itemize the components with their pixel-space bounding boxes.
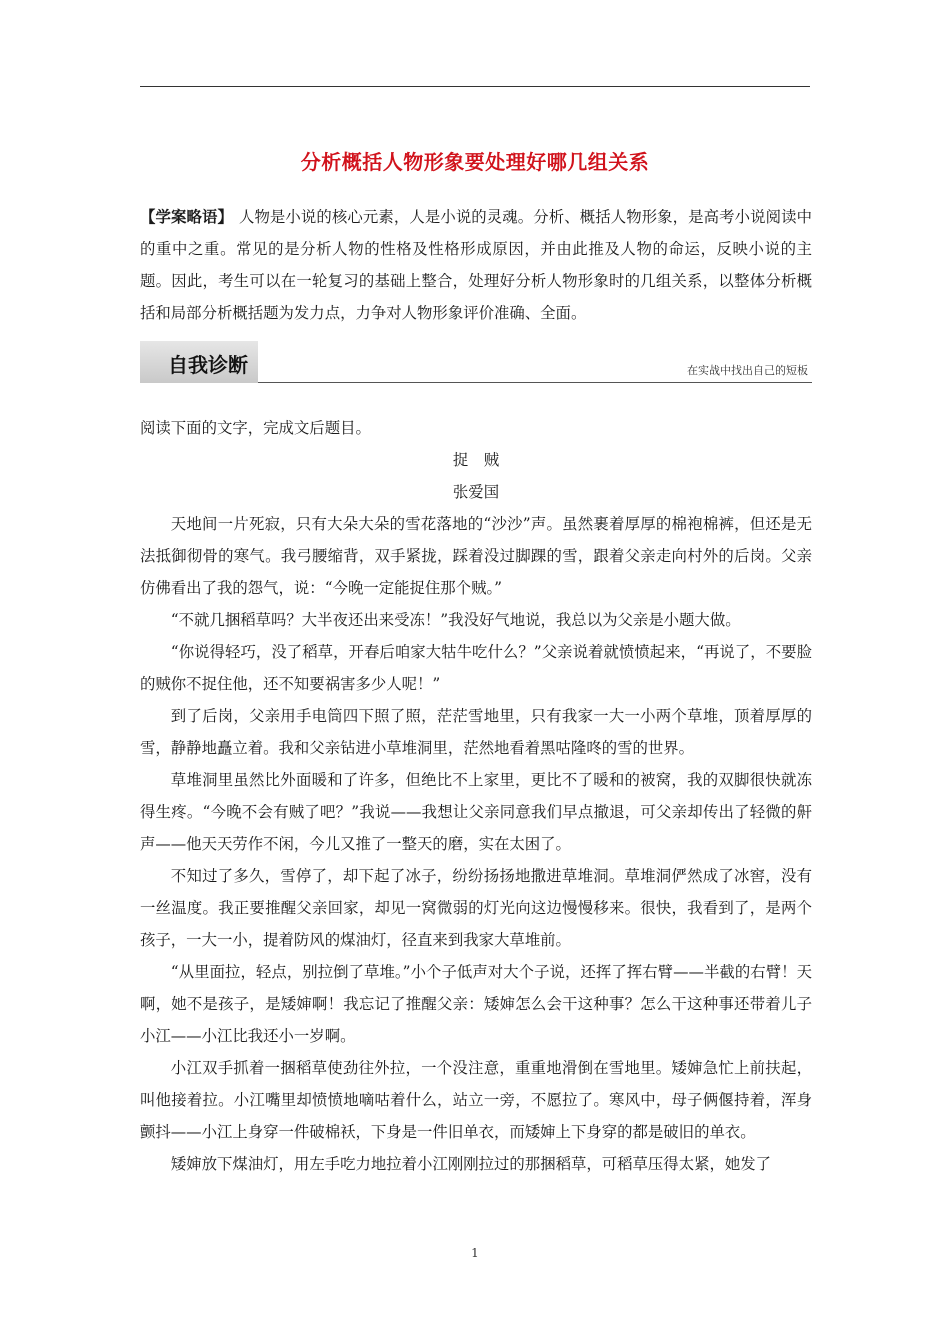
- story-author: 张爱国: [452, 483, 500, 501]
- summary-tag: 【学案略语】: [140, 208, 233, 226]
- header-rule: [140, 86, 810, 87]
- summary-text: 人物是小说的核心元素，人是小说的灵魂。分析、概括人物形象，是高考小说阅读中的重中之重。常见的是分析人物的性格及性格形成原因，并由此推及人物的命运，反映小说的主题。因此，考生可以在一轮复习的基础上整合，处理好分析人物形象时的几组关系，以整体分析概括和局部分析概括题为发力点，力争对人物形象评价准确、全面。: [140, 208, 812, 322]
- paragraph: 到了后岗，父亲用手电筒四下照了照，茫茫雪地里，只有我家一大一小两个草堆，顶着厚厚的雪，静静地矗立着。我和父亲钻进小草堆洞里，茫然地看着黑咕隆咚的雪的世界。: [140, 707, 812, 757]
- paragraph: “从里面拉，轻点，别拉倒了草堆。”小个子低声对大个子说，还挥了挥右臂——半截的右臂！天啊，她不是孩子，是矮婶啊！我忘记了推醒父亲：矮婶怎么会干这种事？怎么干这种事还带着儿子小江——小江比我还小一岁啊。: [140, 963, 812, 1045]
- paragraph: 矮婶放下煤油灯，用左手吃力地拉着小江刚刚拉过的那捆稻草，可稻草压得太紧，她发了: [170, 1155, 772, 1173]
- paragraph: “不就几捆稻草吗？大半夜还出来受冻！”我没好气地说，我总以为父亲是小题大做。: [170, 611, 741, 629]
- paragraph: 草堆洞里虽然比外面暖和了许多，但绝比不上家里，更比不了暖和的被窝，我的双脚很快就冻得生疼。“今晚不会有贼了吧？”我说——我想让父亲同意我们早点撤退，可父亲却传出了轻微的鼾声——他天天劳作不闲，今儿又推了一整天的磨，实在太困了。: [140, 771, 812, 853]
- paragraph: “你说得轻巧，没了稻草，开春后咱家大牯牛吃什么？”父亲说着就愤愤起来，“再说了，不要脸的贼你不捉住他，还不知要祸害多少人呢！”: [140, 643, 812, 693]
- section-label: 自我诊断: [168, 353, 248, 377]
- section-subtitle: 在实战中找出自己的短板: [687, 364, 808, 377]
- page-title: 分析概括人物形象要处理好哪几组关系: [300, 150, 650, 174]
- paragraph: 天地间一片死寂，只有大朵大朵的雪花落地的“沙沙”声。虽然裹着厚厚的棉袍棉裤，但还是无法抵御彻骨的寒气。我弓腰缩背，双手紧拢，踩着没过脚踝的雪，跟着父亲走向村外的后岗。父亲仿佛看出了我的怨气，说：“今晚一定能捉住那个贼。”: [140, 515, 812, 597]
- page-number: 1: [471, 1246, 479, 1260]
- section-header: [140, 341, 812, 383]
- section-rule: [258, 382, 812, 383]
- paragraph: 不知过了多久，雪停了，却下起了冰子，纷纷扬扬地撒进草堆洞。草堆洞俨然成了冰窖，没有一丝温度。我正要推醒父亲回家，却见一窝微弱的灯光向这边慢慢移来。很快，我看到了，是两个孩子，一大一小，提着防风的煤油灯，径直来到我家大草堆前。: [140, 867, 812, 949]
- story-title: 捉 贼: [452, 451, 500, 469]
- paragraph: 小江双手抓着一捆稻草使劲往外拉，一个没注意，重重地滑倒在雪地里。矮婶急忙上前扶起，叫他接着拉。小江嘴里却愤愤地嘀咕着什么，站立一旁，不愿拉了。寒风中，母子俩偃持着，浑身颤抖——小江上身穿一件破棉袄，下身是一件旧单衣，而矮婶上下身穿的都是破旧的单衣。: [140, 1059, 812, 1141]
- instruction: 阅读下面的文字，完成文后题目。: [140, 419, 371, 437]
- summary-paragraph: [140, 201, 812, 329]
- reading-passage: [140, 412, 812, 1180]
